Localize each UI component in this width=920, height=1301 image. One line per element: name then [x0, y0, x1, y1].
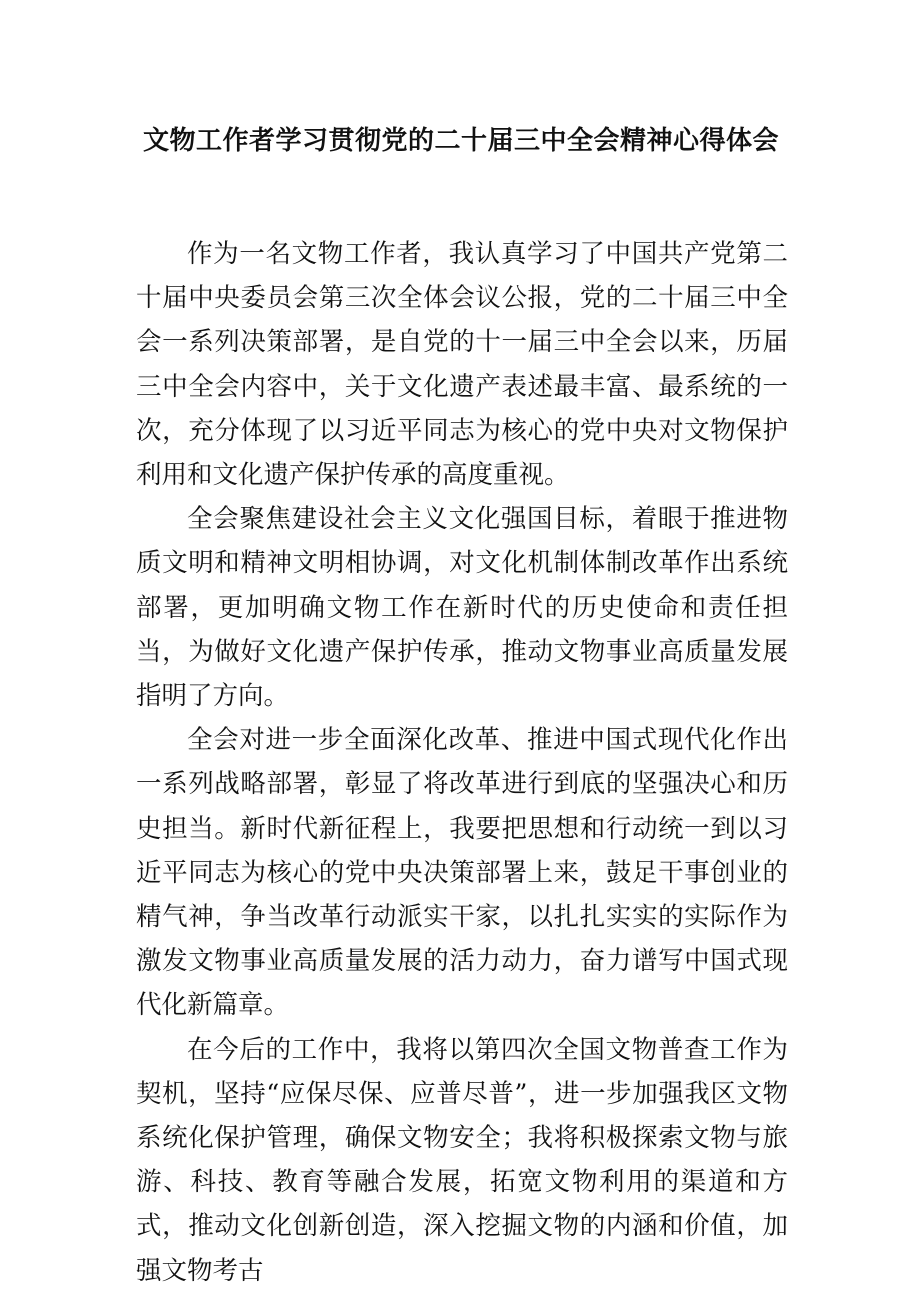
- document-body: [136, 232, 788, 1293]
- paragraph-1: 作为一名文物工作者，我认真学习了中国共产党第二十届中央委员会第三次全体会议公报，党的二十届三中全会一系列决策部署，是自党的十一届三中全会以来，历届三中全会内容中，关于文化遗产表述最丰富、最系统的一次，充分体现了以习近平同志为核心的党中央对文物保护利用和文化遗产保护传承的高度重视。: [136, 239, 788, 491]
- paragraph-3: 全会对进一步全面深化改革、推进中国式现代化作出一系列战略部署，彰显了将改革进行到底的坚强决心和历史担当。新时代新征程上，我要把思想和行动统一到以习近平同志为核心的党中央决策部署上来，鼓足干事创业的精气神，争当改革行动派实干家，以扎扎实实的实际作为激发文物事业高质量发展的活力动力，奋力谱写中国式现代化新篇章。: [136, 725, 788, 1021]
- paragraph-2: 全会聚焦建设社会主义文化强国目标，着眼于推进物质文明和精神文明相协调，对文化机制体制改革作出系统部署，更加明确文物工作在新时代的历史使命和责任担当，为做好文化遗产保护传承，推动文物事业高质量发展指明了方向。: [136, 504, 788, 712]
- document-title: 文物工作者学习贯彻党的二十届三中全会精神心得体会: [142, 126, 779, 156]
- paragraph-4: 在今后的工作中，我将以第四次全国文物普查工作为契机，坚持“应保尽保、应普尽普”，进一步加强我区文物系统化保护管理，确保文物安全；我将积极探索文物与旅游、科技、教育等融合发展，拓宽文物利用的渠道和方式，推动文化创新创造，深入挖掘文物的内涵和价值，加强文物考古: [136, 1034, 788, 1286]
